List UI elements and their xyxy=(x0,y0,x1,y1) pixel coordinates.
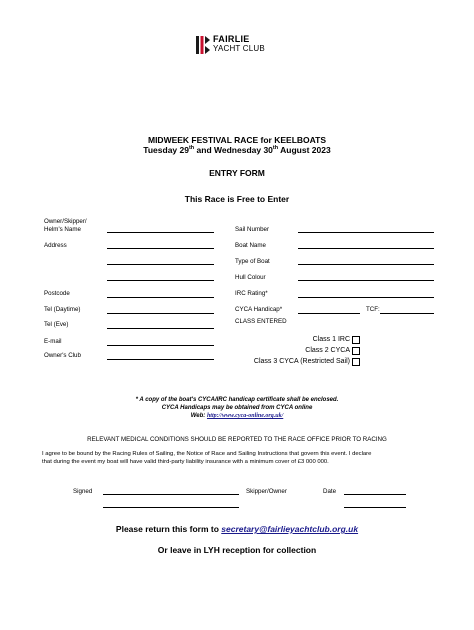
club-field[interactable] xyxy=(107,359,214,360)
address-field-1[interactable] xyxy=(107,248,214,249)
owner-label xyxy=(44,218,87,233)
signature-field[interactable] xyxy=(103,494,239,495)
dates-part-3: August 2023 xyxy=(278,145,331,155)
owner-label-line1: Owner/Skipper/ xyxy=(44,218,87,225)
boat-type-field[interactable] xyxy=(298,264,434,265)
boat-type-label: Type of Boat xyxy=(235,258,270,265)
event-dates xyxy=(0,145,474,155)
class-irc-label: Class 1 IRC xyxy=(312,336,350,343)
reception-note: Or leave in LYH reception for collection xyxy=(157,545,317,555)
event-title: MIDWEEK FESTIVAL RACE for KEELBOATS xyxy=(147,135,327,145)
medical-notice: RELEVANT MEDICAL CONDITIONS SHOULD BE REPORTED TO THE RACE OFFICE PRIOR TO RACING xyxy=(87,436,387,443)
class-cyca-checkbox[interactable] xyxy=(352,347,360,355)
tel-day-label: Tel (Daytime) xyxy=(44,306,81,313)
tcf-field[interactable] xyxy=(380,313,434,314)
class-entered-label: CLASS ENTERED xyxy=(235,318,287,325)
class-cyca-label: Class 2 CYCA xyxy=(305,347,350,354)
date-field[interactable] xyxy=(344,494,406,495)
cyca-handicap-field[interactable] xyxy=(298,313,360,314)
boat-name-label: Boat Name xyxy=(235,242,266,249)
dates-sup-1: th xyxy=(188,145,195,152)
date-field-2[interactable] xyxy=(344,507,406,508)
signature-name-field[interactable] xyxy=(103,507,239,508)
irc-rating-field[interactable] xyxy=(298,297,434,298)
address-label: Address xyxy=(44,242,67,249)
secretary-email-link[interactable]: secretary@fairlieyachtclub.org.uk xyxy=(221,524,359,534)
web-note xyxy=(0,413,474,419)
cyca-web-link[interactable]: http://www.cyca-online.org.uk/ xyxy=(206,413,284,419)
class-restricted-checkbox[interactable] xyxy=(352,358,360,366)
sail-number-field[interactable] xyxy=(298,232,434,233)
dates-part-2: and Wednesday 30 xyxy=(194,145,273,155)
signed-label: Signed xyxy=(73,488,93,495)
email-label: E-mail xyxy=(44,338,62,345)
free-entry-note: This Race is Free to Enter xyxy=(184,194,290,204)
dates-part-1: Tuesday 29 xyxy=(143,145,189,155)
address-field-3[interactable] xyxy=(107,280,214,281)
tel-eve-field[interactable] xyxy=(107,328,214,329)
date-label: Date xyxy=(323,488,337,495)
class-irc-checkbox[interactable] xyxy=(352,336,360,344)
cyca-online-note: CYCA Handicaps may be obtained from CYCA online xyxy=(161,405,313,411)
sail-number-label: Sail Number xyxy=(235,226,270,233)
logo-name: FAIRLIE xyxy=(213,34,250,44)
tcf-label: TCF: xyxy=(366,306,380,313)
flag-logo-icon xyxy=(196,34,210,56)
return-text: Please return this form to xyxy=(115,524,222,534)
owner-label-line2: Helm's Name xyxy=(44,225,81,233)
logo-subname: YACHT CLUB xyxy=(213,44,265,53)
address-field-2[interactable] xyxy=(107,264,214,265)
return-instruction xyxy=(0,524,474,534)
hull-colour-field[interactable] xyxy=(298,280,434,281)
form-title: ENTRY FORM xyxy=(209,168,265,178)
certificate-note: * A copy of the boat's CYCA/IRC handicap certificate shall be enclosed. xyxy=(135,397,339,403)
postcode-field[interactable] xyxy=(107,297,214,298)
club-logo xyxy=(196,34,306,56)
cyca-handicap-label: CYCA Handicap* xyxy=(235,306,283,313)
dates-sup-2: th xyxy=(272,145,279,152)
postcode-label: Postcode xyxy=(44,290,70,297)
tel-eve-label: Tel (Eve) xyxy=(44,321,69,328)
agreement-line-1: I agree to be bound by the Racing Rules of Sailing, the Notice of Race and Sailing Instructions that govern this event. I declare xyxy=(42,451,372,457)
class-restricted-label: Class 3 CYCA (Restricted Sail) xyxy=(253,358,350,365)
hull-colour-label: Hull Colour xyxy=(235,274,266,281)
irc-rating-label: IRC Rating* xyxy=(235,290,268,297)
owner-name-field[interactable] xyxy=(107,232,214,233)
tel-day-field[interactable] xyxy=(107,313,214,314)
boat-name-field[interactable] xyxy=(298,248,434,249)
email-field[interactable] xyxy=(107,345,214,346)
club-label: Owner's Club xyxy=(44,352,81,359)
skipper-owner-label: Skipper/Owner xyxy=(246,488,287,495)
agreement-line-2: that during the event my boat will have valid third-party liability insurance with a minimum cover of £3 000 000. xyxy=(42,459,329,465)
web-label: Web: xyxy=(190,413,206,419)
